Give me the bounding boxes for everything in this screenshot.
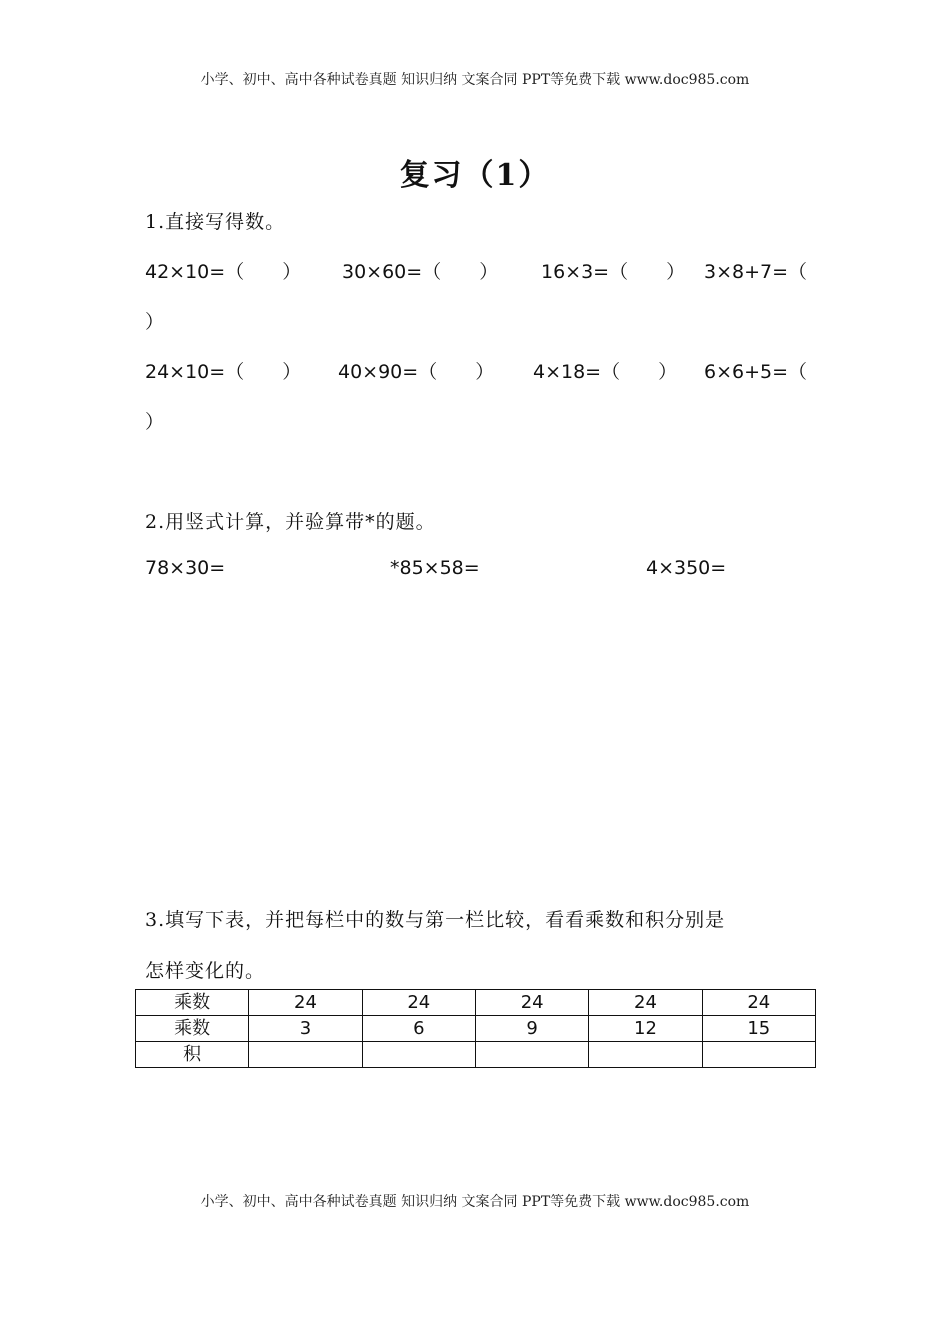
q1-expr-4-wrap: ） xyxy=(145,311,165,333)
table-cell: 9 xyxy=(475,1016,588,1042)
table-row-multiplier-a xyxy=(136,990,816,1016)
page-title: 复习（1） xyxy=(399,158,551,193)
table-cell: 6 xyxy=(362,1016,475,1042)
table-cell: 24 xyxy=(702,990,815,1016)
table-cell: 24 xyxy=(362,990,475,1016)
q2-item-3: 4×350= xyxy=(646,557,727,579)
q1-expr-3: 16×3=（ ） xyxy=(541,261,686,283)
q2-item-2: *85×58= xyxy=(390,557,480,579)
q2-item-1: 78×30= xyxy=(145,557,226,579)
q1-expr-8: 6×6+5=（ xyxy=(704,361,808,383)
table-cell: 24 xyxy=(475,990,588,1016)
table-row-multiplier-b xyxy=(136,1016,816,1042)
q2-prompt: 2.用竖式计算，并验算带*的题。 xyxy=(145,511,436,533)
row-label: 积 xyxy=(136,1042,249,1068)
table-cell: 12 xyxy=(589,1016,702,1042)
q3-prompt-line1: 3.填写下表，并把每栏中的数与第一栏比较，看看乘数和积分别是 xyxy=(145,909,726,931)
answer-cell[interactable] xyxy=(589,1042,702,1068)
q1-prompt: 1.直接写得数。 xyxy=(145,211,286,233)
q1-expr-5: 24×10=（ ） xyxy=(145,361,302,383)
page-header: 小学、初中、高中各种试卷真题 知识归纳 文案合同 PPT等免费下载 www.doc985.com xyxy=(200,72,750,88)
q1-expr-7: 4×18=（ ） xyxy=(533,361,678,383)
table-cell: 24 xyxy=(589,990,702,1016)
q3-prompt-line2: 怎样变化的。 xyxy=(145,960,266,982)
table-row-product xyxy=(136,1042,816,1068)
answer-cell[interactable] xyxy=(362,1042,475,1068)
table-cell: 24 xyxy=(249,990,362,1016)
answer-cell[interactable] xyxy=(702,1042,815,1068)
table-cell: 15 xyxy=(702,1016,815,1042)
q1-expr-8-wrap: ） xyxy=(145,411,165,433)
q1-expr-6: 40×90=（ ） xyxy=(338,361,495,383)
table-cell: 3 xyxy=(249,1016,362,1042)
page-footer: 小学、初中、高中各种试卷真题 知识归纳 文案合同 PPT等免费下载 www.doc985.com xyxy=(200,1194,750,1210)
answer-cell[interactable] xyxy=(249,1042,362,1068)
q1-expr-4: 3×8+7=（ xyxy=(704,261,808,283)
row-label: 乘数 xyxy=(136,1016,249,1042)
answer-cell[interactable] xyxy=(475,1042,588,1068)
row-label: 乘数 xyxy=(136,990,249,1016)
multiplication-table xyxy=(135,989,816,1068)
q1-expr-2: 30×60=（ ） xyxy=(342,261,499,283)
q1-expr-1: 42×10=（ ） xyxy=(145,261,302,283)
